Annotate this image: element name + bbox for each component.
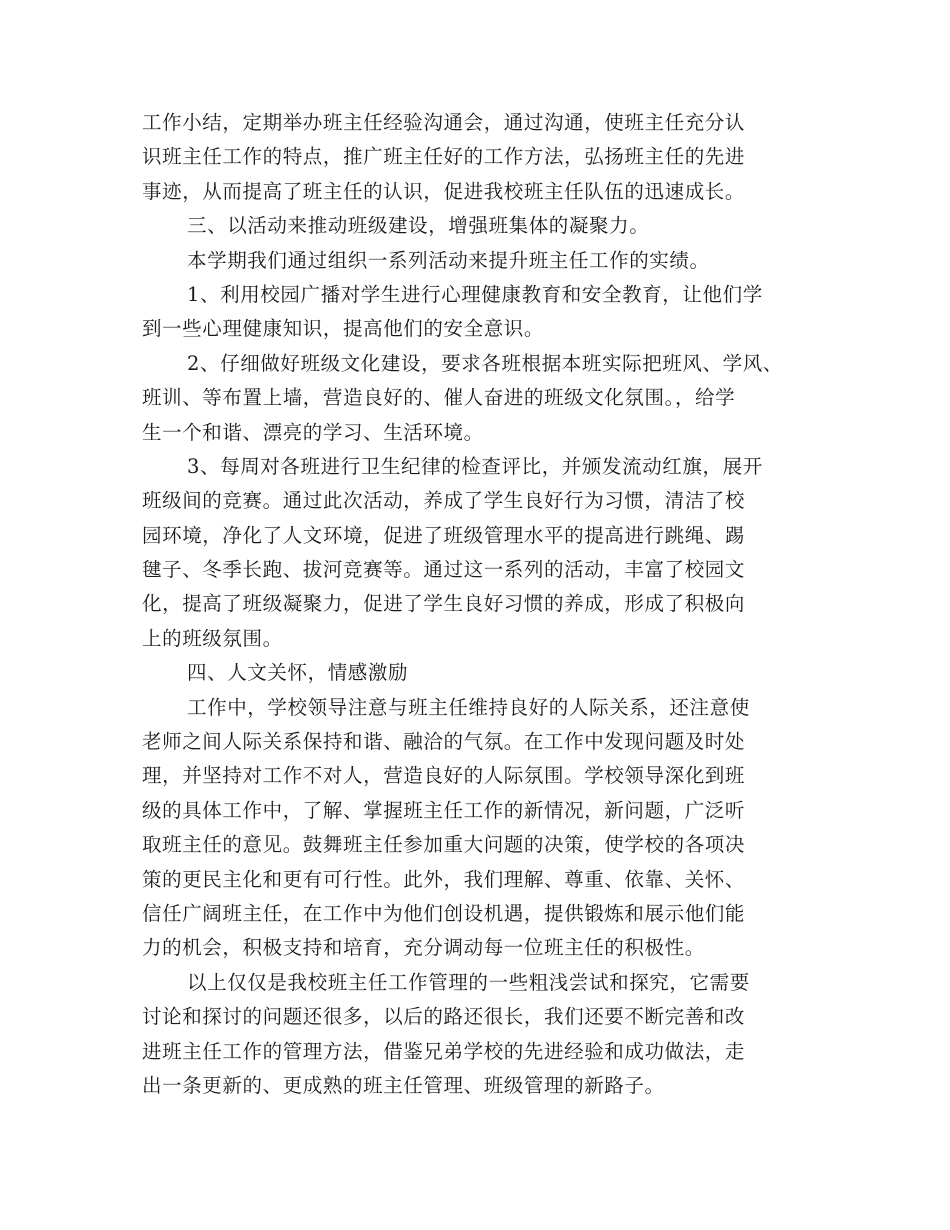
- text-line: 识班主任工作的特点，推广班主任好的工作方法，弘扬班主任的先进: [142, 145, 746, 169]
- text-line: 进班主任工作的管理方法，借鉴兄弟学校的先进经验和成功做法，走: [142, 1039, 746, 1063]
- text-line: 上的班级氛围。: [142, 626, 283, 650]
- text-line: 老师之间人际关系保持和谐、融洽的气氛。在工作中发现问题及时处: [142, 730, 746, 754]
- text-line: 班训、等布置上墙，营造良好的、催人奋进的班级文化氛围。，给学: [142, 386, 736, 410]
- text-line: 2、仔细做好班级文化建设，要求各班根据本班实际把班风、学风、: [187, 351, 783, 375]
- text-line: 本学期我们通过组织一系列活动来提升班主任工作的实绩。: [187, 248, 710, 272]
- text-line: 讨论和探讨的问题还很多，以后的路还很长，我们还要不断完善和改: [142, 1005, 746, 1029]
- text-line: 事迹，从而提高了班主任的认识，促进我校班主任队伍的迅速成长。: [142, 179, 746, 203]
- text-line: 取班主任的意见。鼓舞班主任参加重大问题的决策，使学校的各项决: [142, 833, 746, 857]
- text-line: 信任广阔班主任，在工作中为他们创设机遇，提供锻炼和展示他们能: [142, 901, 746, 925]
- text-line: 策的更民主化和更有可行性。此外，我们理解、尊重、依靠、关怀、: [142, 867, 746, 891]
- text-line: 理，并坚持对工作不对人，营造良好的人际氛围。学校领导深化到班: [142, 764, 746, 788]
- text-line: 1、利用校园广播对学生进行心理健康教育和安全教育，让他们学: [187, 282, 763, 306]
- text-line: 班级间的竞赛。通过此次活动，养成了学生良好行为习惯，清洁了校: [142, 489, 746, 513]
- text-line: 三、以活动来推动班级建设，增强班集体的凝聚力。: [187, 214, 650, 238]
- text-line: 以上仅仅是我校班主任工作管理的一些粗浅尝试和探究，它需要: [187, 970, 750, 994]
- text-line: 到一些心理健康知识，提高他们的安全意识。: [142, 317, 545, 341]
- text-line: 工作中，学校领导注意与班主任维持良好的人际关系，还注意使: [187, 695, 750, 719]
- text-line: 生一个和谐、漂亮的学习、生活环境。: [142, 420, 484, 444]
- text-line: 化，提高了班级凝聚力，促进了学生良好习惯的养成，形成了积极向: [142, 592, 746, 616]
- text-line: 园环境，净化了人文环境，促进了班级管理水平的提高进行跳绳、踢: [142, 523, 746, 547]
- text-line: 工作小结，定期举办班主任经验沟通会，通过沟通，使班主任充分认: [142, 111, 746, 134]
- text-line: 级的具体工作中，了解、掌握班主任工作的新情况，新问题，广泛听: [142, 798, 746, 822]
- text-line: 力的机会，积极支持和培育，充分调动每一位班主任的积极性。: [142, 936, 705, 960]
- text-line: 3、每周对各班进行卫生纪律的检查评比，并颁发流动红旗，展开: [187, 454, 763, 478]
- text-line: 四、人文关怀，情感激励: [187, 661, 409, 685]
- text-line: 出一条更新的、更成熟的班主任管理、班级管理的新路子。: [142, 1073, 665, 1097]
- text-line: 毽子、冬季长跑、拔河竞赛等。通过这一系列的活动，丰富了校园文: [142, 558, 746, 582]
- document-body: [142, 106, 822, 1103]
